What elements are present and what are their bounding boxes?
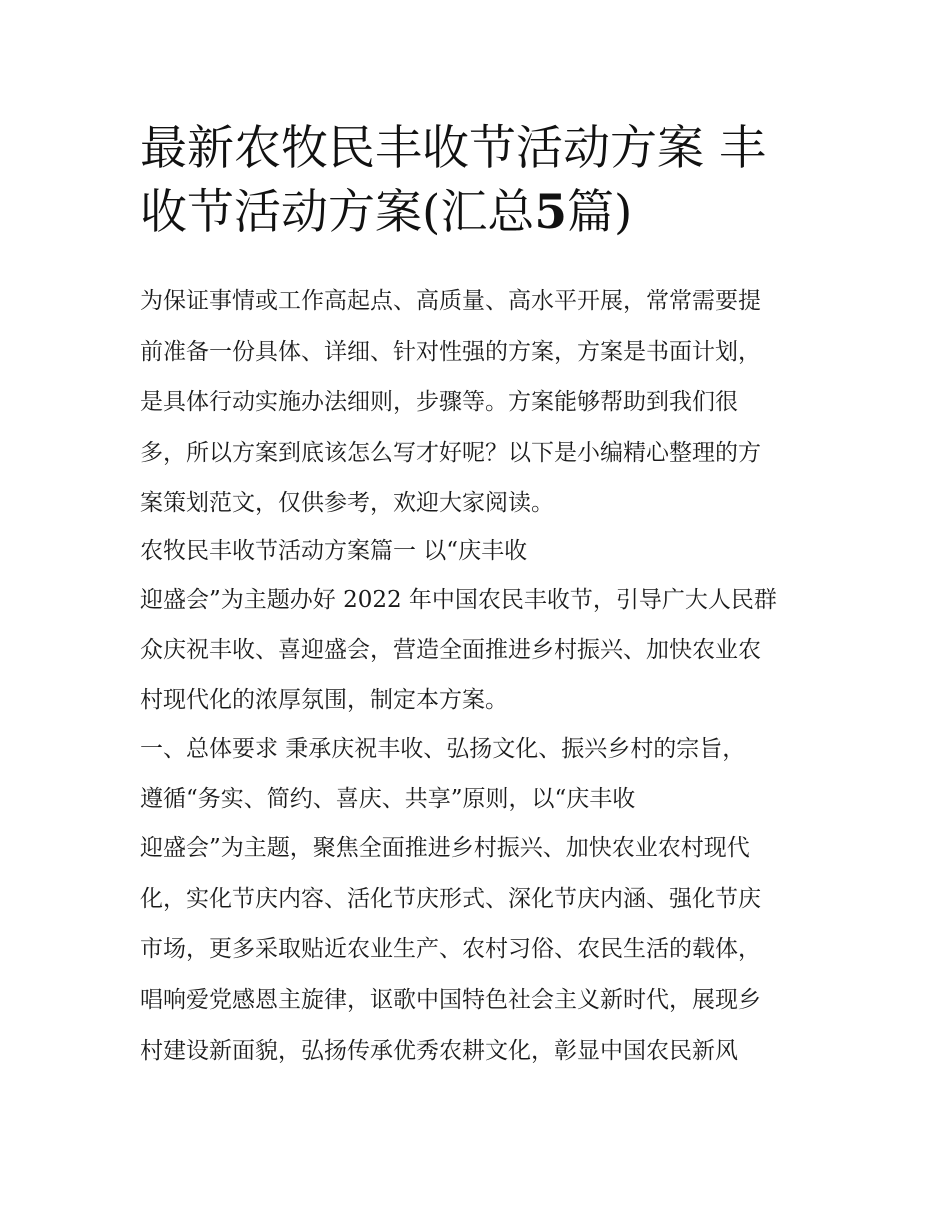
body-line: 农牧民丰收节活动方案篇一 以“庆丰收 — [140, 537, 528, 564]
body-line: 多，所以方案到底该怎么写才好呢？以下是小编精心整理的方 — [140, 440, 761, 467]
title-line-1: 最新农牧民丰收节活动方案 丰 — [140, 121, 766, 176]
body-line: 唱响爱党感恩主旋律，讴歌中国特色社会主义新时代，展现乡 — [140, 986, 761, 1013]
body-line: 前准备一份具体、详细、针对性强的方案，方案是书面计划， — [140, 338, 761, 365]
body-line: 遵循“务实、简约、喜庆、共享”原则，以“庆丰收 — [140, 785, 636, 812]
body-line: 是具体行动实施办法细则，步骤等。方案能够帮助到我们很 — [140, 389, 738, 416]
body-line: 为保证事情或工作高起点、高质量、高水平开展，常常需要提 — [140, 288, 761, 314]
body-line: 一、总体要求 秉承庆祝丰收、弘扬文化、振兴乡村的宗旨， — [140, 736, 746, 763]
body-line: 迎盛会”为主题办好 2022 年中国农民丰收节，引导广大人民群 — [140, 586, 777, 613]
body-line: 村现代化的浓厚氛围，制定本方案。 — [140, 687, 508, 714]
title-line-2c: 篇) — [567, 185, 633, 240]
document-page — [140, 0, 820, 1229]
document-title — [140, 117, 820, 245]
body-line: 众庆祝丰收、喜迎盛会，营造全面推进乡村振兴、加快农业农 — [140, 637, 761, 664]
document-body — [140, 276, 820, 1076]
title-line-2a: 收节活动方案(汇总 — [140, 185, 535, 240]
body-line: 迎盛会”为主题，聚焦全面推进乡村振兴、加快农业农村现代 — [140, 834, 750, 861]
body-line: 案策划范文，仅供参考，欢迎大家阅读。 — [140, 489, 554, 516]
body-line: 化，实化节庆内容、活化节庆形式、深化节庆内涵、强化节庆 — [140, 885, 761, 912]
body-line: 市场，更多采取贴近农业生产、农村习俗、农民生活的载体， — [140, 936, 761, 963]
title-line-2b: 5 — [534, 185, 568, 240]
body-line: 村建设新面貌，弘扬传承优秀农耕文化，彰显中国农民新风 — [140, 1037, 738, 1064]
